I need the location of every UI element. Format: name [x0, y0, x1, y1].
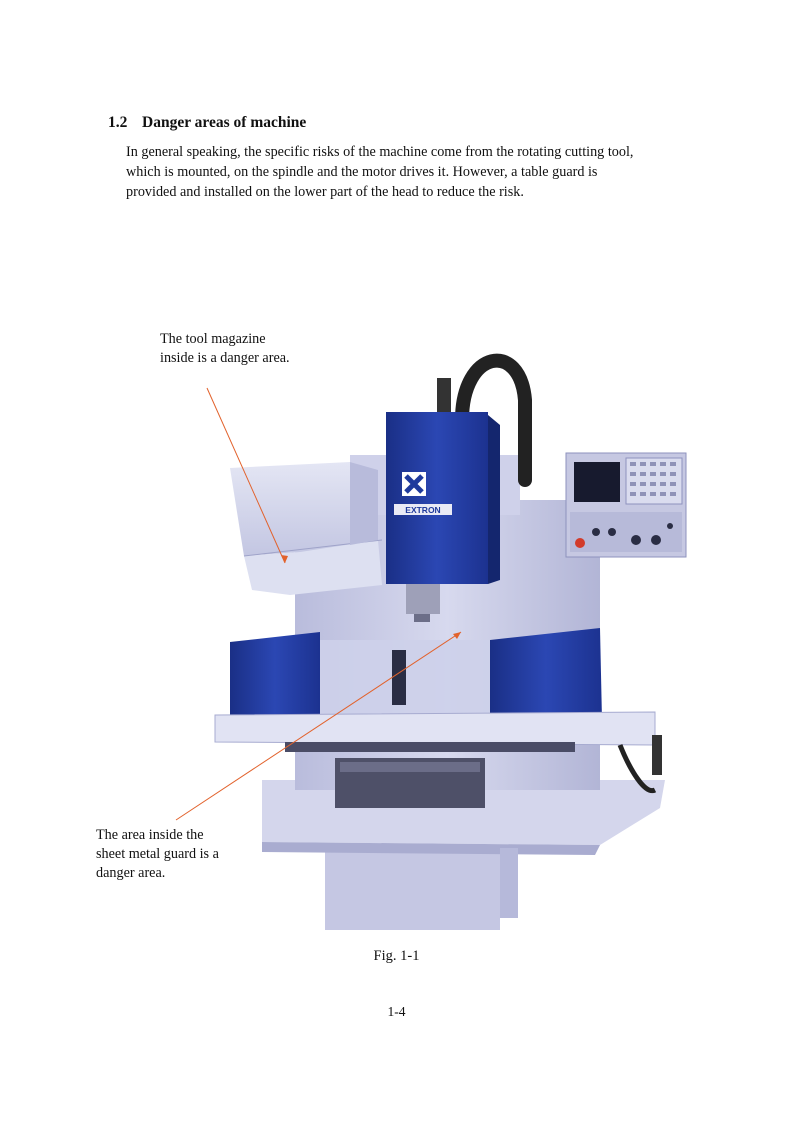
callout-line: inside is a danger area. — [160, 350, 290, 366]
callout-line: sheet metal guard is a — [96, 846, 219, 862]
figure-caption: Fig. 1-1 — [373, 948, 420, 964]
callout-line: The tool magazine — [160, 331, 266, 347]
callout-line: The area inside the — [96, 827, 204, 843]
callout-sheet-metal-guard — [96, 826, 219, 883]
page-number: 1-4 — [387, 1004, 406, 1019]
section-title: Danger areas of machine — [142, 114, 307, 131]
brand-label: EXTRON — [405, 505, 441, 515]
paragraph-line: which is mounted, on the spindle and the motor drives it. However, a table guard is — [126, 164, 598, 180]
paragraph-line: In general speaking, the specific risks of the machine come from the rotating cutting tool, — [126, 144, 634, 160]
tool-magazine — [230, 462, 382, 595]
callout-tool-magazine — [160, 330, 290, 368]
section-number: 1.2 — [108, 114, 128, 131]
callout-line: danger area. — [96, 865, 166, 881]
control-panel — [566, 453, 686, 557]
spindle-head — [386, 412, 500, 584]
paragraph-line: provided and installed on the lower part of the head to reduce the risk. — [126, 184, 524, 200]
